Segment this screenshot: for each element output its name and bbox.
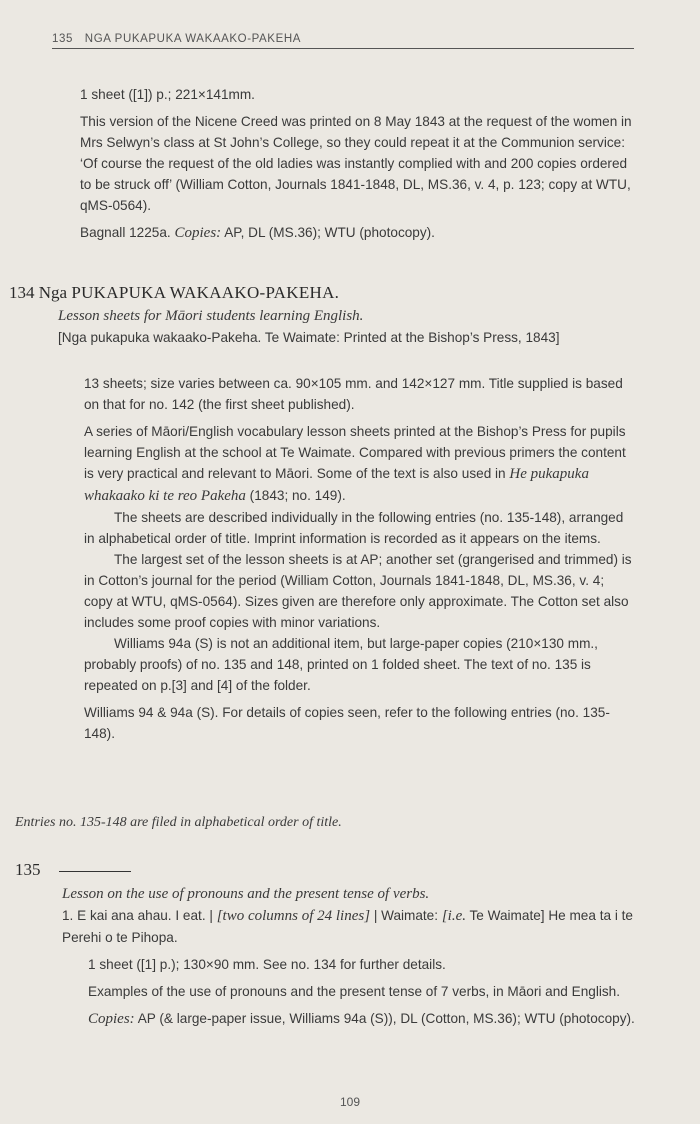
entry-135-line-italic: [two columns of 24 lines]: [216, 908, 371, 924]
entry-134-para-1-b: (1843; no. 149).: [249, 488, 346, 503]
entry-133-continuation: [80, 84, 636, 244]
entry-135-copies-label: Copies:: [88, 1011, 135, 1027]
entry-134-para-4: Williams 94a (S) is not an additional item, but large-paper copies (210×130 mm., probably proofs) of no. 135 and 148, printed on 1 folded sheet. The text of no. 135 is repeated on p.[3] and [4] of the folder.: [84, 636, 598, 693]
entry-134-para-3: The largest set of the lesson sheets is at AP; another set (grangerised and trimmed) is in Cotton’s journal for the period (William Cotton, Journals 1841-1848, DL, MS.36, v. 4; copy at WTU, qMS-0564). Sizes given are therefore only approximate. The Cotton set also includes some proof copies with minor variations.: [84, 552, 632, 630]
entry-135-heading: [15, 860, 131, 880]
entry-135-collation: 1 sheet ([1] p.); 130×90 mm. See no. 134 for further details.: [88, 957, 446, 972]
running-head-page-number: 135: [52, 33, 73, 45]
entry-134-title-prefix: Nga: [38, 283, 68, 302]
entry-135-description: Examples of the use of pronouns and the present tense of 7 verbs, in Māori and English.: [88, 984, 620, 999]
entry-134-subtitle: Lesson sheets for Māori students learning English.: [58, 308, 364, 324]
entry-135-transcription: [62, 905, 636, 948]
entry-134-collation: 13 sheets; size varies between ca. 90×105 mm. and 142×127 mm. Title supplied is based on that for no. 142 (the first sheet published).: [84, 376, 623, 412]
entry-134-body: [84, 373, 636, 744]
entry-134-para-1-a: A series of Māori/English vocabulary lesson sheets printed at the Bishop’s Press for pupils learning English at the school at Te Waimate. Compared with previous primers the content is very practical and relevant to Māori. Some of the text is also used in: [84, 424, 626, 481]
entry-134-refs: Williams 94 & 94a (S). For details of copies seen, refer to the following entries (no. 135-148).: [84, 705, 610, 741]
entry-133-refs-text: Bagnall 1225a.: [80, 225, 171, 240]
entry-135-title-block: [62, 884, 636, 948]
entry-134-number: 134: [9, 283, 35, 302]
entry-134-para-1-title: He pukapuka whakaako ki te reo Pakeha: [84, 466, 589, 504]
entry-133-refs: [80, 222, 636, 244]
filing-note: Entries no. 135-148 are filed in alphabetical order of title.: [15, 815, 342, 830]
running-head: [52, 33, 634, 49]
entry-134-imprint: [Nga pukapuka wakaako-Pakeha. Te Waimate: Printed at the Bishop’s Press, 1843]: [58, 330, 560, 345]
entry-135-copies: [88, 1008, 636, 1030]
entry-134-title: PUKAPUKA WAKAAKO-PAKEHA.: [71, 283, 340, 302]
entry-135-line-a: 1. E kai ana ahau. I eat. |: [62, 908, 213, 923]
footer-page-number: 109: [339, 1095, 361, 1109]
entry-133-copies-label: Copies:: [174, 225, 222, 241]
running-head-title: NGA PUKAPUKA WAKAAKO-PAKEHA: [84, 33, 302, 45]
entry-134-para-2: The sheets are described individually in the following entries (no. 135-148), arranged in alphabetical order of title. Imprint information is recorded as it appears on the items.: [84, 510, 624, 546]
entry-133-collation: 1 sheet ([1]) p.; 221×141mm.: [80, 87, 255, 102]
entry-134-para-1: [84, 421, 636, 507]
entry-135-copies-text: AP (& large-paper issue, Williams 94a (S)), DL (Cotton, MS.36); WTU (photocopy).: [137, 1011, 635, 1026]
entry-135-title-dash: [59, 871, 131, 872]
entry-135-body: [88, 954, 636, 1030]
entry-135-subtitle: Lesson on the use of pronouns and the present tense of verbs.: [62, 886, 430, 902]
entry-133-copies-text: AP, DL (MS.36); WTU (photocopy).: [224, 225, 435, 240]
entry-135-line-b: | Waimate:: [373, 908, 439, 923]
entry-135-line-c: Te Waimate] He mea ta i te Perehi o te Pihopa.: [62, 908, 633, 945]
entry-135-line-ie: [i.e.: [441, 908, 466, 924]
entry-134-imprint-block: [58, 306, 636, 348]
entry-135-number: 135: [15, 860, 41, 879]
entry-133-description: This version of the Nicene Creed was printed on 8 May 1843 at the request of the women in Mrs Selwyn’s class at St John’s College, so they could repeat it at the Communion service: ‘Of course the request of the old ladies was instantly complied with and 200 copies ordered to be struck off’ (William Cotton, Journals 1841-1848, DL, MS.36, v. 4, p. 123; copy at WTU, qMS-0564).: [80, 114, 632, 213]
entry-134-heading: [9, 283, 339, 303]
